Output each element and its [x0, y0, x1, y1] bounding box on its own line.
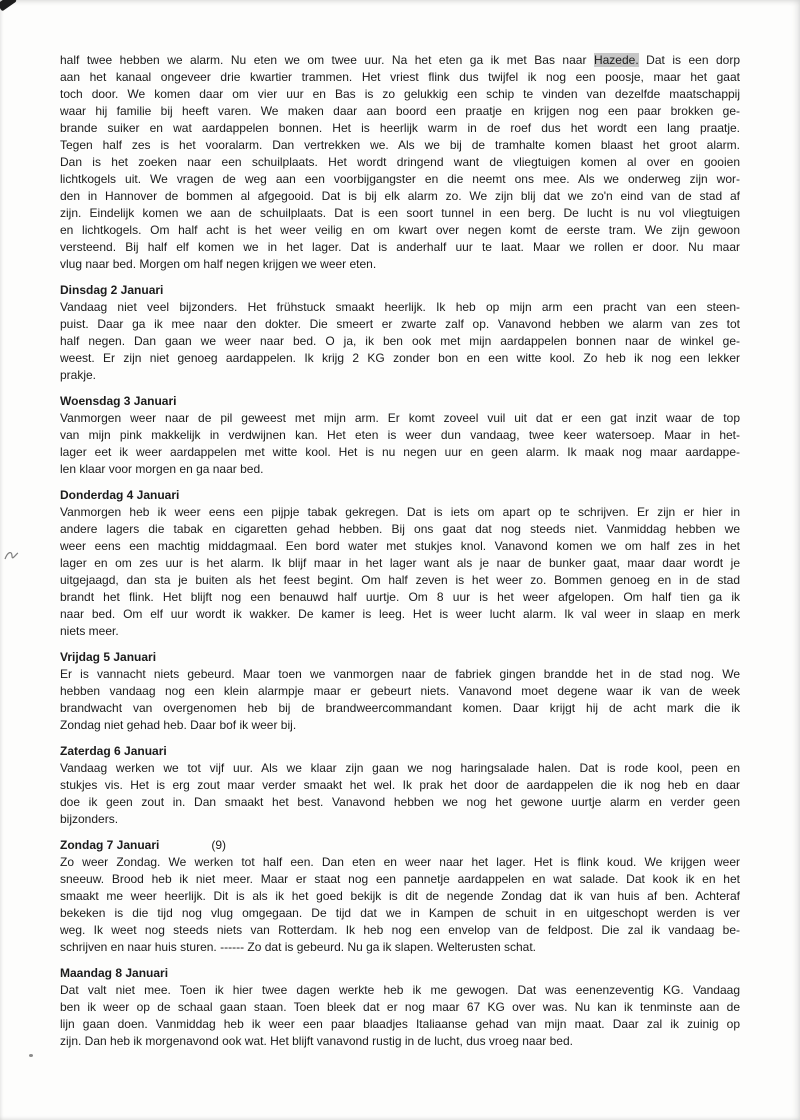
text-line: hebben vandaag nog een klein alarmpje maar er gebeurt niets. Vanavond moet degene waar ik van de week [60, 684, 740, 698]
text-line: zijn. Eindelijk komen we aan de schuilplaats. Dat is een soort tunnel in een berg. De lucht is nu vol vliegtuigen [60, 206, 740, 220]
section-heading: Maandag 8 Januari [60, 966, 169, 980]
text-line: waar hij familie bij heeft varen. We maken daar aan boord een praatje en krijgen nog een paar brokken ge- [60, 104, 740, 118]
text-line: weer eens een machtig middagmaal. Een bord water met stukjes knol. Vanavond komen we om half zes in het [60, 539, 740, 553]
text-line: den in Hannover de bommen al afgegooid. Dat is bij elk alarm zo. We zijn blij dat we zo'n eind van de stad af [60, 189, 740, 203]
text-line: en lichtkogels. Om half acht is het weer veilig en om kwart over negen komt de eerste tram. We zijn gewoon [60, 223, 740, 237]
text-line: Vandaag werken we tot vijf uur. Als we klaar zijn gaan we nog haringsalade halen. Dat is rode kool, peen en [60, 761, 740, 775]
scan-dot-artifact [29, 1054, 33, 1057]
diary-section [60, 649, 740, 734]
text-line: Vandaag niet veel bijzonders. Het frühstuck smaakt heerlijk. Ik heb op mijn arm een pracht van een steen- [60, 300, 740, 314]
text-line: andere lagers die tabak en cigaretten gehad hebben. Bij ons gaat dat nog steeds niet. Vanmiddag hebben we [60, 522, 740, 536]
text-line: brandt het flink. Het blijft nog een benauwd half uurtje. Om 8 uur is het weer afgelopen. Om half tien ga ik [60, 590, 740, 604]
text-line: uitgejaagd, dan sta je buiten als het feest begint. Om half zeven is het weer zo. Bommen genoeg en in de stad [60, 573, 740, 587]
diary-section [60, 282, 740, 384]
text-line: lager eet ik weer aardappelen met witte kool. Het is nu negen uur en geen alarm. Ik maak nog maar aardappe- [60, 445, 740, 459]
diary-section [60, 965, 740, 1050]
text-line: Er is vannacht niets gebeurd. Maar toen we vanmorgen naar de fabriek gingen brandde het in de stad nog. We [60, 667, 740, 681]
text-line: bekeken is die tijd nog vlug omgegaan. De tijd dat we in Kampen de schuit in en uitgeschopt werden is ver [60, 906, 740, 920]
highlighted-text: Hazede. [593, 53, 639, 67]
text-line: versteend. Bij half elf komen we in het lager. Dat is anderhalf uur te laat. Maar we rollen er door. Nu maar [60, 240, 740, 254]
text-line: lijn gaan doen. Vanmiddag heb ik weer een paar blaadjes Italiaanse gehad van mijn maat. Daar zal ik zuinig op [60, 1017, 740, 1031]
text-line: Zo weer Zondag. We werken tot half een. Dan eten en weer naar het lager. Het is flink koud. We krijgen weer [60, 855, 740, 869]
text-line: Zondag niet gehad heb. Daar bof ik weer bij. [60, 718, 297, 732]
text-line: ben ik weer op de schaal gaan staan. Toen bleek dat er nog maar 67 KG over was. Nu kan ik tenminste aan de [60, 1000, 740, 1014]
text-line: sneeuw. Brood heb ik niet meer. Maar er staat nog een pannetje aardappelen en wat salade. Dat kook ik en het [60, 872, 740, 886]
text-line: puist. Daar ga ik mee naar den dokter. Die smeert er zwarte zalf op. Vanavond hebben we alarm van zes tot [60, 317, 740, 331]
text-line: half twee hebben we alarm. Nu eten we om twee uur. Na het eten ga ik met Bas naar Hazede. Dat is een dorp [60, 53, 740, 67]
text-line: niets meer. [60, 624, 119, 638]
text-line: schrijven en naar huis sturen. ------ Zo dat is gebeurd. Nu ga ik slapen. Welterusten schat. [60, 940, 536, 954]
text-line: Tegen half zes is het vooralarm. Dan vertrekken we. Als we bij de tramhalte komen blaast het groot alarm. [60, 138, 740, 152]
section-heading: Zondag 7 Januari (9) [60, 838, 227, 852]
text-line: stukjes vis. Het is erg zout maar verder smaakt het wel. Ik prak het door de aardappelen die ik nog heb en daar [60, 778, 740, 792]
scan-corner-artifact [0, 0, 17, 11]
text-line: Dat valt niet mee. Toen ik hier twee dagen werkte heb ik me gewogen. Dat was eenenzeventig KG. Vandaag [60, 983, 740, 997]
section-heading: Donderdag 4 Januari [60, 488, 180, 502]
diary-section [60, 393, 740, 478]
diary-content [60, 52, 740, 1050]
section-heading: Woensdag 3 Januari [60, 394, 177, 408]
text-line: toch door. We komen daar om vier uur en Bas is zo gelukkig een schip te vinden van dezelfde maatschappij [60, 87, 740, 101]
text-line: smaakt me weer heerlijk. Dit is als ik het goed bekijk is dit de negende Zondag dat ik van huis af ben. Achteraf [60, 889, 740, 903]
text-line: zijn. Dan heb ik morgenavond ook wat. Het blijft vanavond rustig in de lucht, dus vroeg naar bed. [60, 1034, 573, 1048]
text-line: brandwacht van overgenomen heb bij de brandweercommandant komen. Daar krijgt hij de acht mark die ik [60, 701, 740, 715]
text-line: half negen. Dan gaan we weer naar bed. O ja, ik ben ook met mijn aardappelen bonnen naar de winkel ge- [60, 334, 740, 348]
text-line: lager en om zes uur is het alarm. Ik blijf maar in het lager want als je naar de bunker gaat, maar daar wordt je [60, 556, 740, 570]
diary-section [60, 743, 740, 828]
text-line: lichtkogels uit. We vragen de weg aan een voorbijgangster en die neemt ons mee. Als we onderweg zijn wor- [60, 172, 740, 186]
text-line: doe ik geen zout in. Dan smaakt het best. Vanavond hebben we nog het gewone uurtje alarm en verder geen [60, 795, 740, 809]
scan-pen-mark [3, 548, 20, 563]
text-line: len klaar voor morgen en ga naar bed. [60, 462, 264, 476]
text-line: Vanmorgen heb ik weer eens een pijpje tabak gekregen. Dat is iets om apart op te schrijven. Er zijn er hier in [60, 505, 740, 519]
text-line: vlug naar bed. Morgen om half negen krijgen we weer eten. [60, 257, 377, 271]
section-heading: Vrijdag 5 Januari [60, 650, 157, 664]
text-line: naar bed. Om elf uur wordt ik wakker. De kamer is leeg. Het is weer lucht alarm. Ik val weer in slaap en merk [60, 607, 740, 621]
diary-section [60, 487, 740, 640]
text-line: prakje. [60, 368, 97, 382]
text-line: weest. Er zijn niet genoeg aardappelen. Ik krijg 2 KG zonder bon en een witte kool. Zo heb ik nog een lekker [60, 351, 740, 365]
text-line: weg. Ik weet nog steeds niets van Rotterdam. Ik heb nog een envelop van de feldpost. Die zal ik vandaag be- [60, 923, 740, 937]
text-line: bijzonders. [60, 812, 119, 826]
section-heading: Dinsdag 2 Januari [60, 283, 164, 297]
text-line: Dan is het zoeken naar een schuilplaats. Het wordt dringend want de vliegtuigen komen al over en gooien [60, 155, 740, 169]
diary-section [60, 52, 740, 273]
text-line: van mijn pink makkelijk in verdwijnen kan. Het eten is weer dun vandaag, twee keer watersoep. Maar in het- [60, 428, 740, 442]
diary-section [60, 837, 740, 956]
section-heading: Zaterdag 6 Januari [60, 744, 167, 758]
heading-suffix: (9) [211, 838, 227, 852]
text-line: Vanmorgen weer naar de pil geweest met mijn arm. Er komt zoveel vuil uit dat er een gat inzit waar de top [60, 411, 740, 425]
text-line: brande suiker en wat aardappelen bonnen. Het is heerlijk warm in de roef dus het wordt een lang praatje. [60, 121, 740, 135]
text-line: aan het kanaal ongeveer drie kwartier trammen. Het vriest flink dus twijfel ik nog een poosje, maar het gaat [60, 70, 740, 84]
